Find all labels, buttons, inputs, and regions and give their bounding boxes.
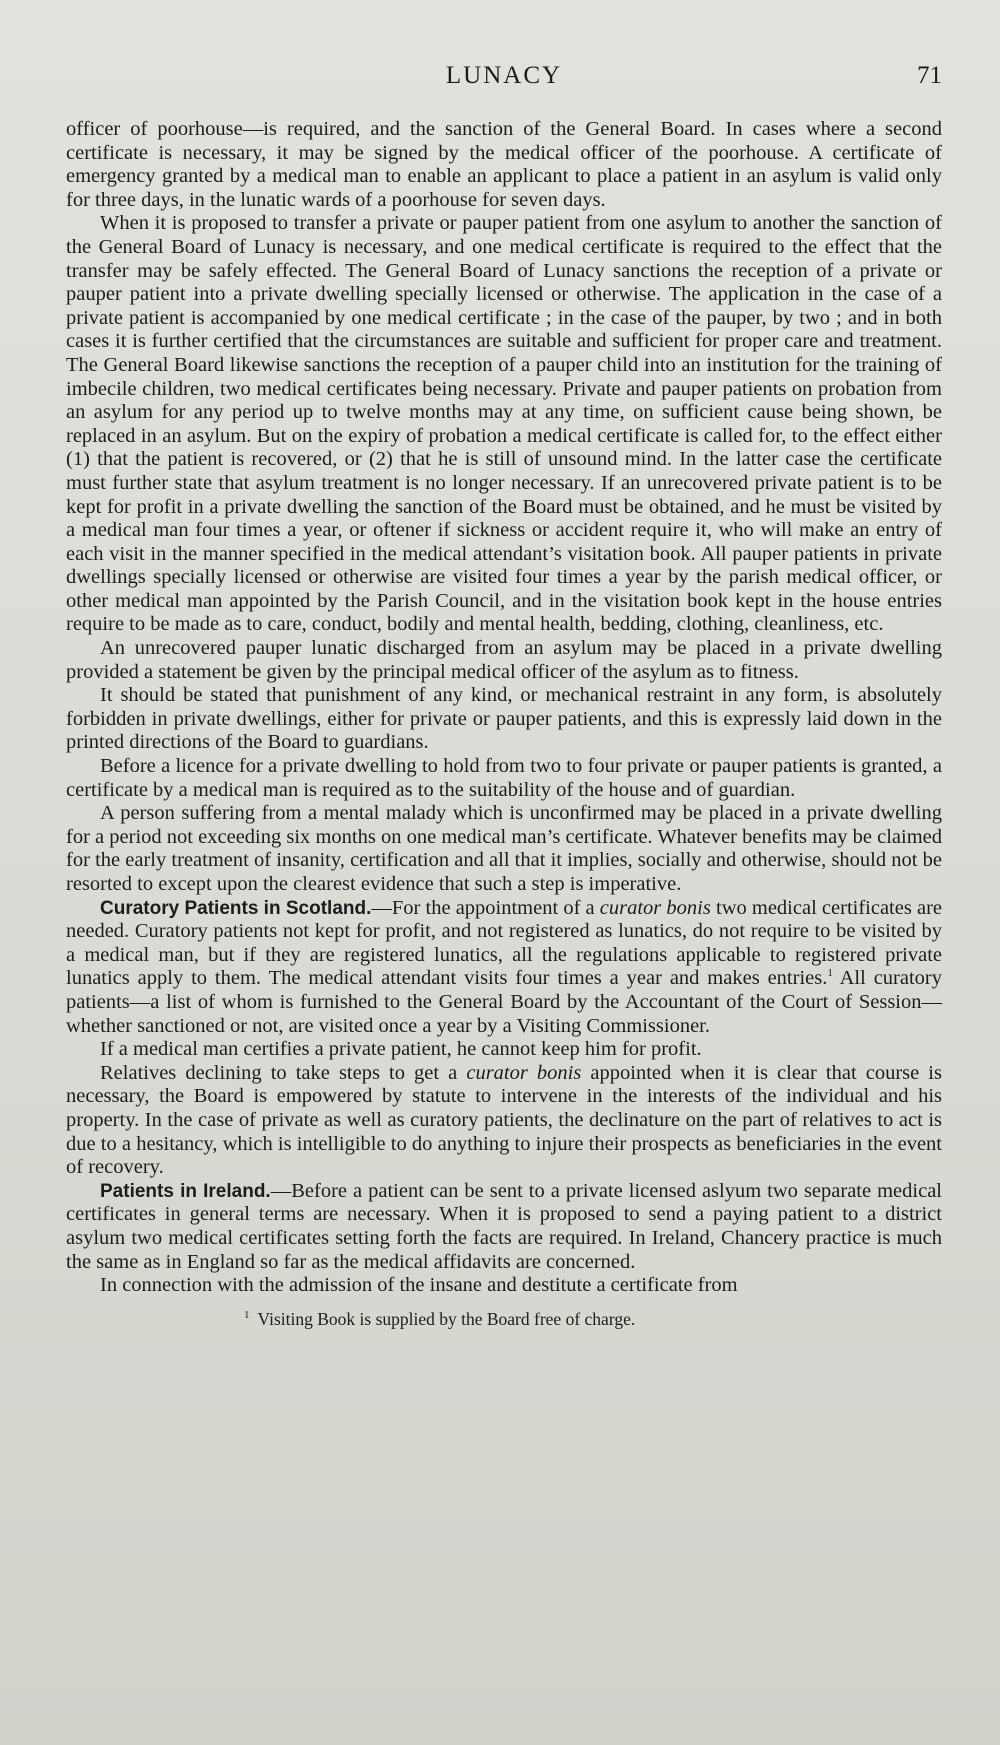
curatory-text-2: two medical certificates are needed. Curatory patients not kept for profit, and not registered as lunatics, do not require to be visited by a medical man, but if they are registered lunatics, all the regulations applicable to registered private lunatics apply to them. The medical attendant visits four times a year and makes entries. <box>66 896 942 990</box>
footnote <box>66 1304 942 1330</box>
paragraph-relatives <box>66 1062 942 1180</box>
page-number: 71 <box>917 62 942 89</box>
paragraph-unconfirmed-malady: A person suffering from a mental malady which is unconfirmed may be placed in a private dwelling for a period not exceeding six months on one medical man’s certificate. Whatever benefits may be claimed for the early treatment of insanity, certification and all that it implies, socially and otherwise, should not be resorted to except upon the clearest evidence that such a step is imperative. <box>66 802 942 895</box>
curator-term: curator bonis <box>466 1061 582 1084</box>
curator-term: curator bonis <box>599 896 711 919</box>
paragraph-punishment: It should be stated that punishment of any kind, or mechanical restraint in any form, is absolutely forbidden in private dwellings, either for private or pauper patients, and this is expressly laid down in the printed directions of the Board to guardians. <box>66 684 942 754</box>
ireland-text: —Before a patient can be sent to a private licensed aslyum two separate medical certificates in general terms are necessary. When it is proposed to send a paying patient to a district asylum two medical certificates setting forth the facts are required. In Ireland, Chancery practice is much the same as in England so far as the medical affidavits are concerned. <box>66 1179 942 1273</box>
section-heading-ireland: Patients in Ireland. <box>100 1180 271 1202</box>
curatory-text-3: All curatory patients—a list of whom is furnished to the General Board by the Accountant of the Court of Session—whether sanctioned or not, are visited once a year by a Visiting Commissioner. <box>66 967 942 1037</box>
relatives-text-1: Relatives declining to take steps to get a <box>100 1061 467 1084</box>
relatives-text-2: appointed when it is clear that course is necessary, the Board is empowered by statute to intervene in the interests of the individual and his property. In the case of private as well as curatory patients, the declinature on the part of relatives to act is due to a hesitancy, which is intelligible to do anything to injure their prospects as beneficiaries in the event of recovery. <box>66 1061 942 1179</box>
curatory-text-1: —For the appointment of a <box>371 896 600 919</box>
section-heading-curatory: Curatory Patients in Scotland. <box>100 897 372 919</box>
paragraph-discharged-pauper: An unrecovered pauper lunatic discharged from an asylum may be placed in a private dwelling provided a statement be given by the principal medical officer of the asylum as to fitness. <box>66 637 942 683</box>
body-text <box>66 118 942 1298</box>
running-header <box>66 56 942 104</box>
footnote-marker: 1 <box>244 1308 250 1321</box>
paragraph-continuation: officer of poorhouse—is required, and the sanction of the General Board. In cases where a second certificate is necessary, it may be signed by the medical officer of the poorhouse. A certificate of emergency granted by a medical man to enable an applicant to place a patient in an asylum is valid only for three days, in the lunatic wards of a poorhouse for seven days. <box>66 118 942 211</box>
running-title: LUNACY <box>445 62 563 89</box>
paragraph-licence: Before a licence for a private dwelling to hold from two to four private or pauper patients is granted, a certificate by a medical man is required as to the suitability of the house and of guardian. <box>66 755 942 801</box>
paragraph-profit: If a medical man certifies a private patient, he cannot keep him for profit. <box>100 1038 702 1061</box>
footnote-text: Visiting Book is supplied by the Board free of charge. <box>257 1308 636 1329</box>
paragraph-final: In connection with the admission of the insane and destitute a certificate from <box>100 1274 738 1297</box>
paragraph-transfer: When it is proposed to transfer a private or pauper patient from one asylum to another the sanction of the General Board of Lunacy is necessary, and one medical certificate is required to the effect that the transfer may be safely effected. The General Board of Lunacy sanctions the reception of a private or pauper patient into a private dwelling specially licensed or otherwise. The application in the case of a private patient is accompanied by one medical certificate ; in the case of the pauper, by two ; and in both cases it is further certified that the circumstances are suitable and sufficient for proper care and treatment. The General Board likewise sanctions the reception of a pauper child into an institution for the training of imbecile children, two medical certificates being necessary. Private and pauper patients on probation from an asylum for any period up to twelve months may at any time, on sufficient cause being shown, be replaced in an asylum. But on the expiry of probation a medical certificate is called for, to the effect either (1) that the patient is recovered, or (2) that he is still of unsound mind. In the latter case the certificate must further state that asylum treatment is no longer necessary. If an unrecovered private patient is to be kept for profit in a private dwelling the sanction of the Board must be obtained, and he must be visited by a medical man four times a year, or oftener if sickness or accident require it, who will make an entry of each visit in the manner specified in the medical attendant’s visitation book. All pauper patients in private dwellings specially licensed or otherwise are visited four times a year by the parish medical officer, or other medical man appointed by the Parish Council, and in the visitation book kept in the house entries require to be made as to care, conduct, bodily and mental health, bedding, clothing, cleanliness, etc. <box>66 212 942 636</box>
footnote-reference: 1 <box>827 967 833 980</box>
paragraph-curatory-patients <box>66 897 942 1039</box>
paragraph-ireland <box>66 1180 942 1274</box>
